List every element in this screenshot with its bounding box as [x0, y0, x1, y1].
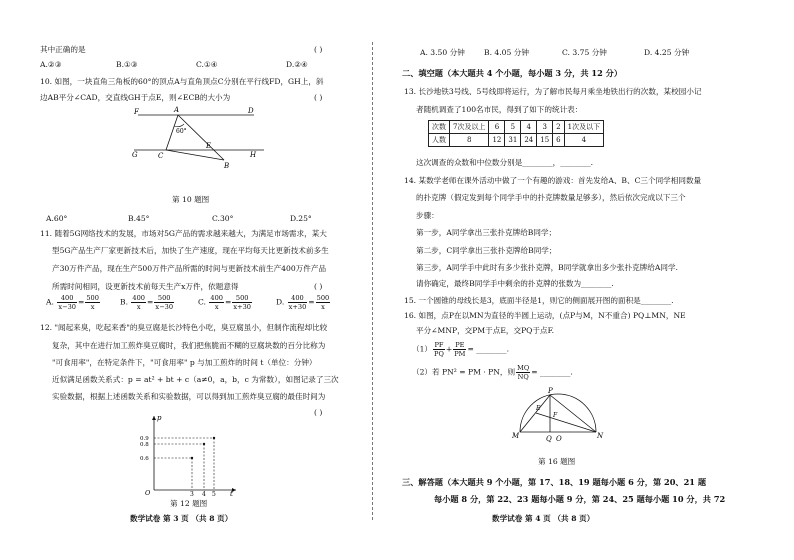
section3-line1: 三、解答题（本大题共 9 个小题，第 17、18、19 题每小题 6 分，第 20、21 题 [402, 477, 707, 487]
table-cell: 1次及以下 [564, 121, 603, 134]
q10-label-b: B [224, 162, 230, 170]
left-footer: 数学试卷 第 3 页 （共 8 页） [130, 514, 233, 523]
q16-line2: 平分∠MNP，交PM于点E，交PQ于点F. [416, 326, 555, 335]
q16-caption: 第 16 题图 [538, 457, 576, 466]
q16-part2: （2）若 PN² = PM · PN，则 $\frac{MQ}{NQ}$ = ________. [412, 364, 573, 381]
q12-tick-08: 0.8 [140, 442, 149, 448]
q16-figure [506, 386, 606, 446]
q10-figure [128, 104, 268, 170]
table-cell: 2 [553, 121, 564, 134]
q10-option-b: B.45° [128, 214, 150, 223]
table-cell: 4 [521, 121, 537, 134]
q10-label-60deg: 60° [176, 128, 187, 135]
q12-line2: 复杂，其中在进行加工煎炸臭豆腐时，我们把焦脆而不糊的豆腐块数的百分比称为 [52, 341, 326, 350]
section2-title: 二、填空题（本大题共 4 个小题，每小题 3 分，共 12 分） [402, 68, 623, 78]
q10-caption: 第 10 题图 [172, 195, 210, 204]
q13-question: 这次调查的众数和中位数分别是________，________. [416, 158, 594, 167]
q14-line3: 步骤： [416, 211, 439, 220]
table-cell: 5 [505, 121, 521, 134]
q12-option-b: B. 4.05 分钟 [484, 48, 529, 57]
q11-option-a: A. $\frac{400}{x-30}$ = $\frac{500}{x}$ [46, 294, 99, 311]
table-row [429, 134, 604, 147]
q12-line3: "可食用率"，在特定条件下，"可食用率" p 与加工煎炸的时间 t（单位：分钟） [52, 358, 317, 367]
table-cell: 4 [564, 134, 603, 147]
q9-option-d: D.②④ [286, 60, 308, 69]
q12-option-a: A. 3.50 分钟 [420, 48, 465, 57]
q11-line2: 型5G产品生产厂家更新技术后，加快了生产速度，现在平均每天比更新技术前多生 [52, 246, 329, 255]
q9-answer-paren: ( ) [314, 45, 323, 54]
table-cell: 15 [537, 134, 553, 147]
q16-label-o: O [556, 435, 562, 443]
q12-caption: 第 12 题图 [170, 499, 208, 508]
q10-line1: 10. 如图，一块直角三角板的60°的顶点A与直角顶点C分别在平行线FD，GH上，斜 [40, 77, 324, 86]
q12-line1: 12. "闻起来臭，吃起来香"的臭豆腐是长沙特色小吃，臭豆腐虽小，但制作流程却比较 [40, 323, 328, 332]
q14-line5: 第二步，C同学拿出三张扑克牌给B同学； [416, 246, 557, 255]
q11-option-c: C. $\frac{400}{x}$ = $\frac{500}{x+30}$ [198, 294, 251, 311]
q10-label-c: C [158, 152, 164, 160]
q10-option-a: A.60° [46, 214, 68, 223]
q13-stat-table [428, 120, 604, 147]
q14-line7: 请你确定，最终B同学手中剩余的扑克牌的张数为________. [416, 279, 614, 288]
q10-option-c: C.30° [212, 214, 234, 223]
q12-line5: 实验数据，根据上述函数关系和实验数据，可以得到加工煎炸臭豆腐的最佳时间为 [52, 392, 326, 401]
q12-axis-p: p [157, 414, 162, 422]
q11-line3: 产30万件产品，现在生产500万件产品所需的时间与更新技术前生产400万件产品 [52, 264, 327, 273]
q11-line4: 所需时间相同，设更新技术前每天生产x万件，依题意得 [52, 282, 239, 291]
q13-line2: 者随机调查了100名市民，得到了如下的统计表： [416, 105, 583, 114]
table-cell: 3 [537, 121, 553, 134]
table-cell: 12 [489, 134, 505, 147]
q15: 15. 一个圆锥的母线长是3，底面半径是1，则它的侧面展开图的面积是________. [404, 296, 674, 305]
q10-label-g: G [132, 151, 138, 159]
q16-label-e: E [536, 405, 541, 412]
q10-label-f: F [134, 108, 139, 116]
q9-option-c: C.①④ [196, 60, 218, 69]
q11-option-b: B. $\frac{400}{x}$ = $\frac{500}{x-30}$ [120, 294, 174, 311]
q16-label-q: Q [546, 435, 552, 443]
q10-line2: 边AB平分∠CAD，交直线GH于点E，则∠ECB的大小为 [40, 93, 231, 102]
table-cell: 人数 [429, 134, 450, 147]
q10-label-h: H [250, 151, 257, 159]
q12-answer-paren: ( ) [314, 408, 323, 417]
q14-line4: 第一步，A同学拿出三张扑克牌给B同学； [416, 228, 557, 237]
page-divider [372, 42, 373, 520]
q12-axis-t: t [230, 490, 233, 496]
table-cell: 6 [489, 121, 505, 134]
q16-label-m: M [512, 432, 520, 440]
q11-answer-paren: ( ) [314, 282, 323, 291]
q13-line1: 13. 长沙地铁3号线、5号线即将运行，为了解市民每月乘坐地铁出行的次数，某校园小记 [404, 87, 702, 96]
q16-line1: 16. 如图，点P在以MN为直径的半圆上运动，(点P与M，N不重合) PQ⊥MN，NE [404, 311, 686, 320]
q9-option-a: A.②③ [40, 60, 62, 69]
q9-option-b: B.①③ [116, 60, 138, 69]
section3-line2: 每小题 8 分，第 22、23 题每小题 9 分，第 24、25 题每小题 10 分，共 72 [434, 494, 726, 504]
q12-origin: O [145, 489, 151, 496]
right-footer: 数学试卷 第 4 页 （共 8 页） [492, 514, 595, 523]
q11-option-d: D. $\frac{400}{x+30}$ = $\frac{500}{x}$ [276, 294, 330, 311]
table-cell: 8 [450, 134, 489, 147]
q10-label-e: E [206, 142, 212, 150]
q12-option-d: D. 4.25 分钟 [644, 48, 690, 57]
q12-tick-06: 0.6 [140, 456, 149, 462]
q10-option-d: D.25° [290, 214, 312, 223]
q12-tick-09: 0.9 [140, 436, 149, 442]
q10-label-d: D [248, 107, 254, 115]
table-row [429, 121, 604, 134]
table-cell: 7次及以上 [450, 121, 489, 134]
table-cell: 次数 [429, 121, 450, 134]
q9-stem-tail: 其中正确的是 [40, 45, 86, 54]
q12-tick-5: 5 [212, 491, 216, 496]
q11-line1: 11. 随着5G网络技术的发展，市场对5G产品的需求越来越大，为满足市场需求，某大 [40, 229, 327, 238]
q14-line2: 的扑克牌（假定发到每个同学手中的扑克牌数量足够多），然后依次完成以下三个 [416, 193, 686, 202]
q16-part1: （1） $\frac{PF}{PQ}$ + $\frac{PE}{PM}$ = ________. [412, 341, 510, 358]
q12-line4: 近似满足函数关系式：p = at² + bt + c（a≠0，a，b，c 为常数），如图记录了三次 [52, 375, 339, 384]
q10-label-a: A [174, 106, 180, 114]
q12-tick-4: 4 [202, 491, 206, 496]
q16-label-p: P [548, 387, 553, 395]
q16-label-f: F [553, 412, 558, 419]
q10-answer-paren: ( ) [314, 93, 323, 102]
q12-option-c: C. 3.75 分钟 [562, 48, 607, 57]
q16-label-n: N [597, 432, 604, 440]
q14-line6: 第三步，A同学手中此时有多少张扑克牌，B同学就拿出多少张扑克牌给A同学. [416, 263, 678, 272]
q14-line1: 14. 某数学老师在课外活动中做了一个有趣的游戏：首先发给A、B、C三个同学相同数量 [404, 176, 702, 185]
q12-tick-3: 3 [190, 491, 194, 496]
table-cell: 6 [553, 134, 564, 147]
table-cell: 24 [521, 134, 537, 147]
q12-graph [140, 412, 240, 496]
table-cell: 31 [505, 134, 521, 147]
